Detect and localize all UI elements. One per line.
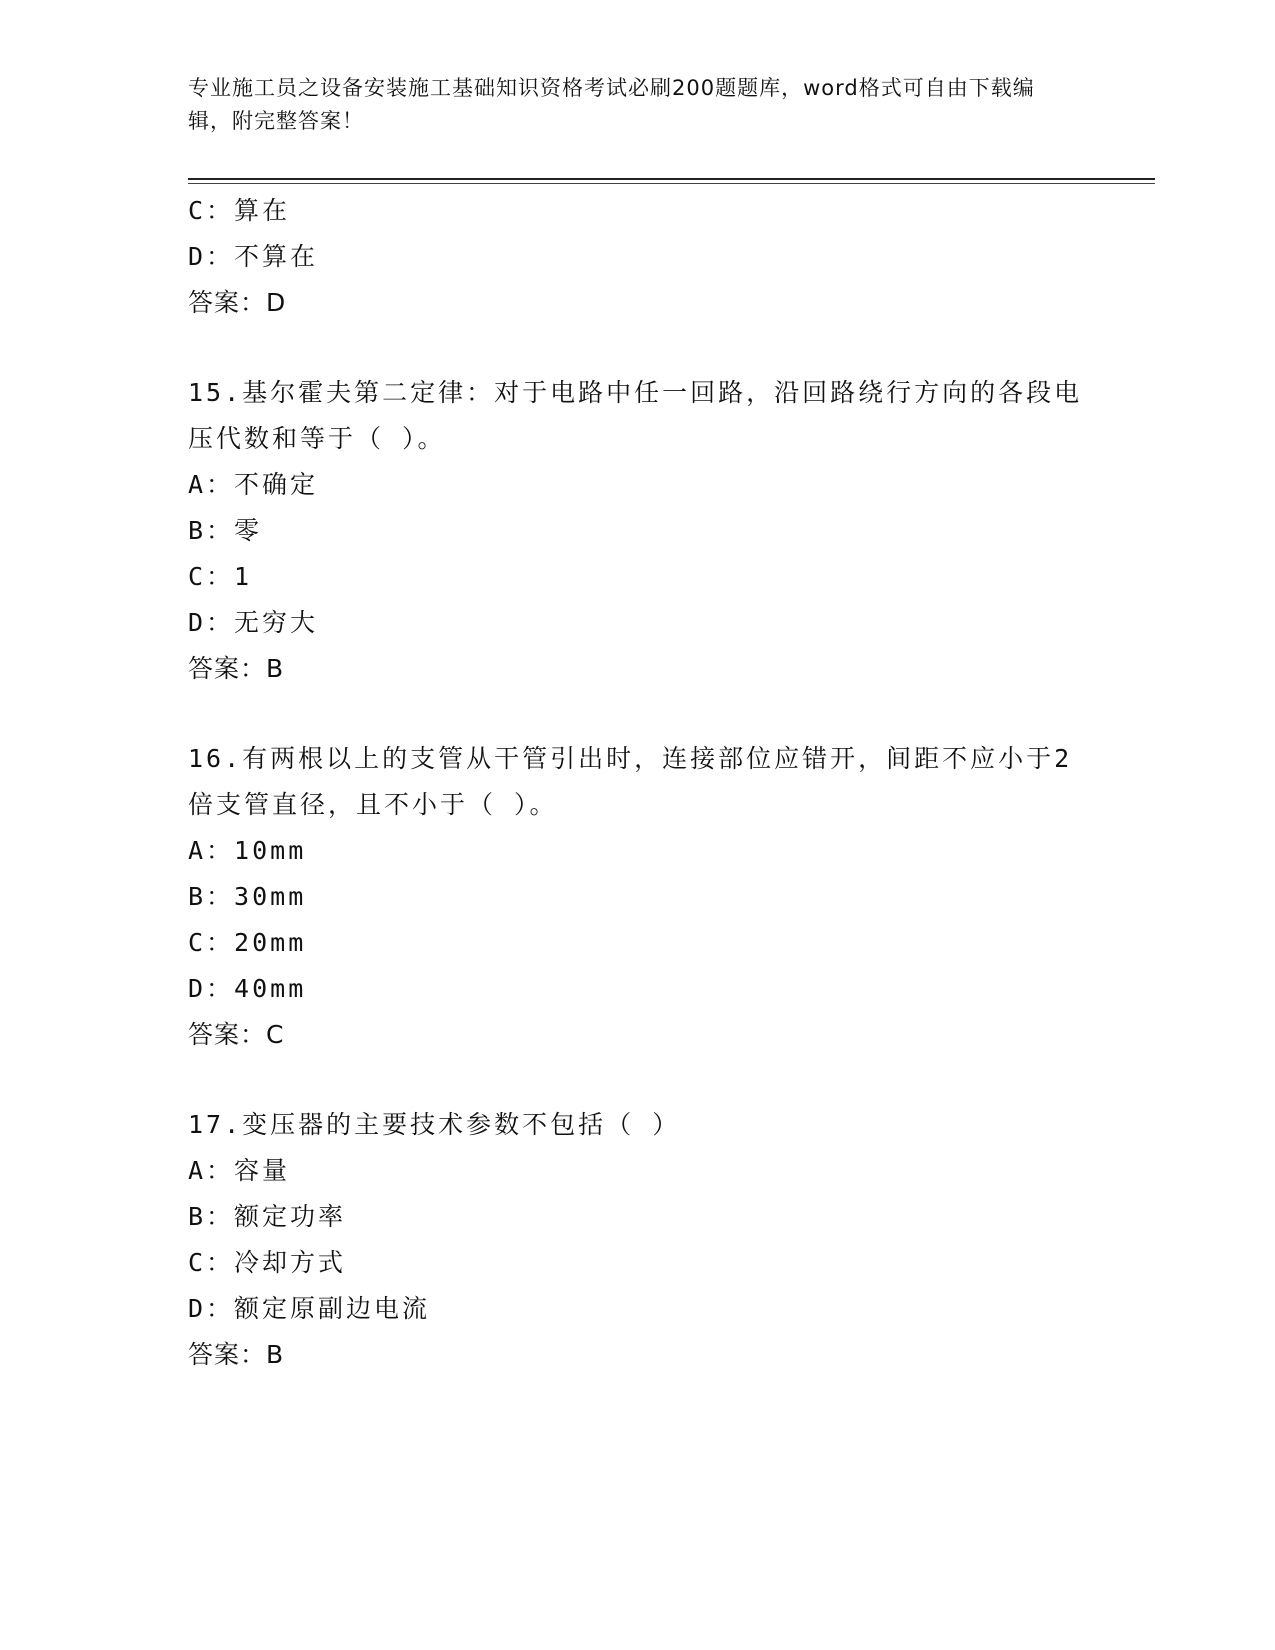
answer-line: 答案：B — [188, 1340, 285, 1369]
option-a: A：10mm — [188, 836, 307, 865]
question-text: 16.有两根以上的支管从干管引出时，连接部位应错开，间距不应小于2倍支管直径，且不小于（ ）。 — [188, 744, 1073, 819]
header-divider-thick — [188, 178, 1155, 180]
spacer — [188, 1058, 1088, 1102]
option-d: D：额定原副边电流 — [188, 1294, 431, 1323]
question-16 — [188, 736, 1088, 1058]
option-b: B：30mm — [188, 882, 307, 911]
previous-question-tail — [188, 188, 1088, 326]
option-d: D：40mm — [188, 974, 307, 1003]
option-a: A：不确定 — [188, 470, 319, 499]
answer-line: 答案：D — [188, 288, 287, 317]
option-c: C：1 — [188, 562, 253, 591]
question-list — [188, 188, 1088, 1378]
option-b: B：额定功率 — [188, 1202, 347, 1231]
option-c: C：20mm — [188, 928, 307, 957]
option-c: C：算在 — [188, 196, 291, 225]
option-b: B：零 — [188, 516, 263, 545]
spacer — [188, 326, 1088, 370]
option-d: D：不算在 — [188, 242, 319, 271]
spacer — [188, 692, 1088, 736]
option-c: C：冷却方式 — [188, 1248, 347, 1277]
answer-line: 答案：C — [188, 1020, 285, 1049]
document-header: 专业施工员之设备安装施工基础知识资格考试必刷200题题库，word格式可自由下载编辑，附完整答案！ — [188, 76, 1035, 133]
header-divider-thin — [188, 183, 1155, 184]
question-text: 15.基尔霍夫第二定律：对于电路中任一回路，沿回路绕行方向的各段电压代数和等于（ ）。 — [188, 378, 1083, 453]
option-a: A：容量 — [188, 1156, 291, 1185]
question-text: 17.变压器的主要技术参数不包括（ ） — [188, 1110, 681, 1139]
question-17 — [188, 1102, 1088, 1378]
question-15 — [188, 370, 1088, 692]
answer-line: 答案：B — [188, 654, 285, 683]
option-d: D：无穷大 — [188, 608, 319, 637]
